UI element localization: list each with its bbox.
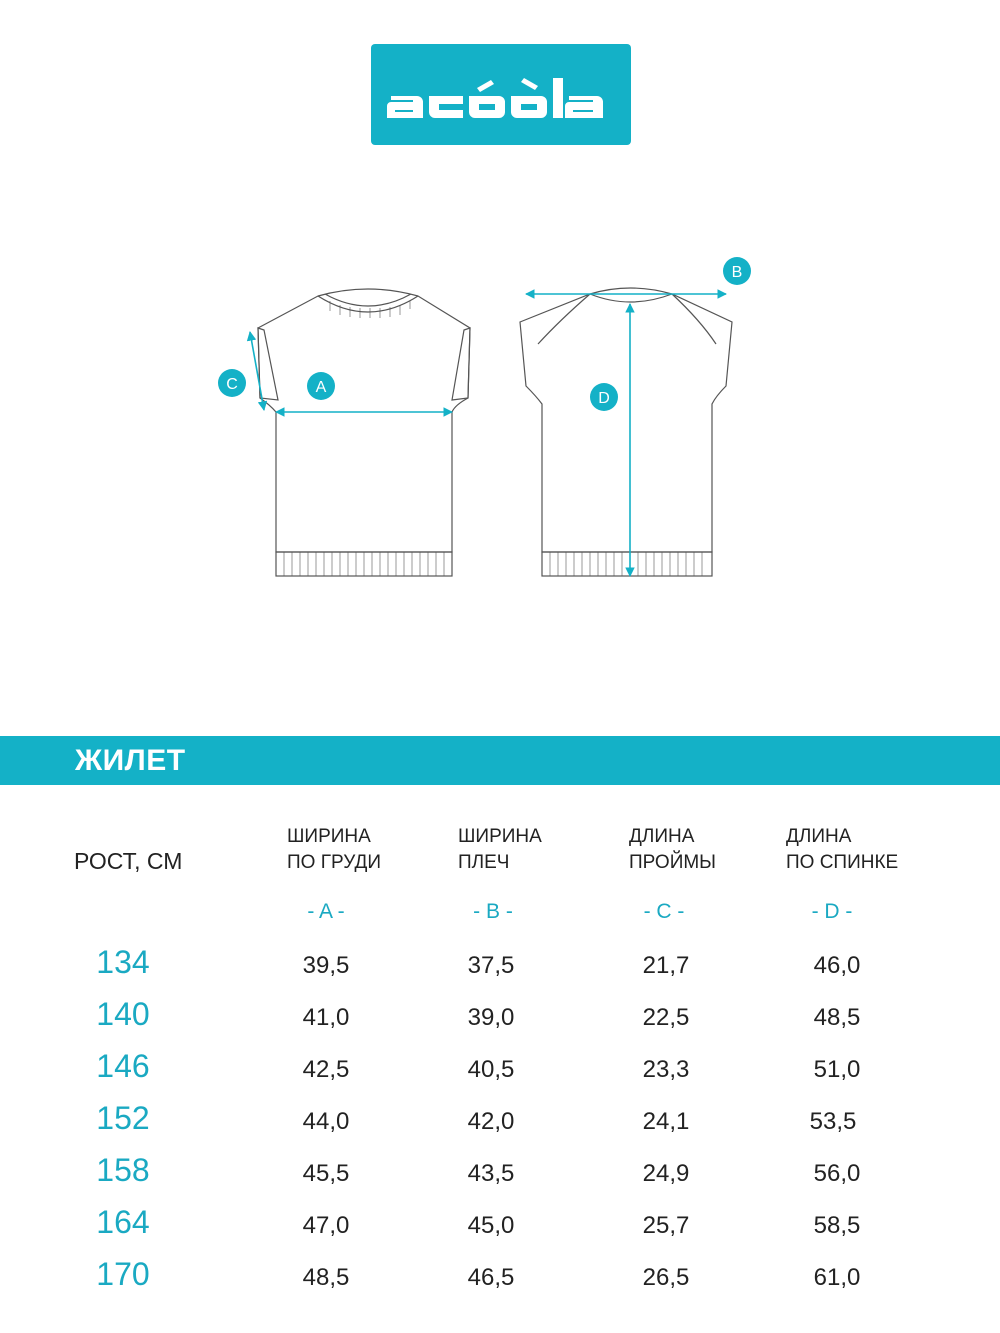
column-header-c-line2: ПРОЙМЫ xyxy=(629,852,716,873)
vest-back-view xyxy=(520,288,732,576)
cell-c: 25,7 xyxy=(642,1212,690,1239)
brand-logo-mark xyxy=(371,44,631,145)
cell-a: 41,0 xyxy=(302,1004,350,1031)
marker-b xyxy=(723,257,751,285)
vest-diagram xyxy=(0,240,1000,600)
marker-c xyxy=(218,369,246,397)
cell-b: 42,0 xyxy=(467,1108,515,1135)
row-height: 170 xyxy=(96,1256,150,1292)
column-code-c: - C - xyxy=(643,900,685,923)
cell-d: 48,5 xyxy=(813,1004,861,1031)
cell-b: 40,5 xyxy=(467,1056,515,1083)
column-header-b xyxy=(458,824,542,876)
marker-d xyxy=(590,383,618,411)
cell-b: 45,0 xyxy=(467,1212,515,1239)
svg-text:C: C xyxy=(226,376,238,393)
cell-c: 22,5 xyxy=(642,1004,690,1031)
cell-d: 51,0 xyxy=(813,1056,861,1083)
row-height: 146 xyxy=(96,1048,150,1084)
column-code-d: - D - xyxy=(811,900,853,923)
cell-a: 45,5 xyxy=(302,1160,350,1187)
column-header-b-line2: ПЛЕЧ xyxy=(458,852,510,873)
cell-b: 39,0 xyxy=(467,1004,515,1031)
cell-a: 42,5 xyxy=(302,1056,350,1083)
cell-d: 46,0 xyxy=(813,952,861,979)
column-header-a-line1: ШИРИНА xyxy=(287,826,371,847)
section-band xyxy=(0,736,1000,785)
cell-a: 44,0 xyxy=(302,1108,350,1135)
cell-a: 48,5 xyxy=(302,1264,350,1291)
section-title: ЖИЛЕТ xyxy=(75,744,186,777)
cell-b: 46,5 xyxy=(467,1264,515,1291)
column-header-a-line2: ПО ГРУДИ xyxy=(287,852,381,873)
cell-c: 23,3 xyxy=(642,1056,690,1083)
row-height: 158 xyxy=(96,1152,150,1188)
row-height: 152 xyxy=(96,1100,150,1136)
column-header-d-line1: ДЛИНА xyxy=(786,826,852,847)
height-header: РОСТ, СМ xyxy=(74,848,183,874)
column-header-b-line1: ШИРИНА xyxy=(458,826,542,847)
cell-d: 58,5 xyxy=(813,1212,861,1239)
cell-c: 24,9 xyxy=(642,1160,690,1187)
column-header-d-line2: ПО СПИНКЕ xyxy=(786,852,899,873)
cell-c: 26,5 xyxy=(642,1264,690,1291)
cell-c: 24,1 xyxy=(642,1108,690,1135)
svg-text:B: B xyxy=(731,264,743,281)
row-height: 164 xyxy=(96,1204,150,1240)
column-code-b: - B - xyxy=(473,900,513,923)
cell-a: 47,0 xyxy=(302,1212,350,1239)
svg-text:A: A xyxy=(315,379,327,396)
column-header-c xyxy=(629,824,716,876)
cell-b: 37,5 xyxy=(467,952,515,979)
marker-a xyxy=(307,372,335,400)
cell-b: 43,5 xyxy=(467,1160,515,1187)
cell-a: 39,5 xyxy=(302,952,350,979)
column-code-a: - A - xyxy=(307,900,345,923)
cell-c: 21,7 xyxy=(642,952,690,979)
column-header-d xyxy=(786,824,898,876)
column-header-a xyxy=(287,824,381,876)
column-header-c-line1: ДЛИНА xyxy=(629,826,695,847)
cell-d: 56,0 xyxy=(813,1160,861,1187)
brand-logo xyxy=(371,44,631,145)
svg-text:D: D xyxy=(598,390,610,407)
measure-line-c xyxy=(250,332,264,410)
cell-d: 61,0 xyxy=(813,1264,861,1291)
row-height: 140 xyxy=(96,996,150,1032)
cell-d: 53,5 xyxy=(809,1108,857,1135)
row-height: 134 xyxy=(96,944,150,980)
vest-front-view xyxy=(258,289,470,576)
